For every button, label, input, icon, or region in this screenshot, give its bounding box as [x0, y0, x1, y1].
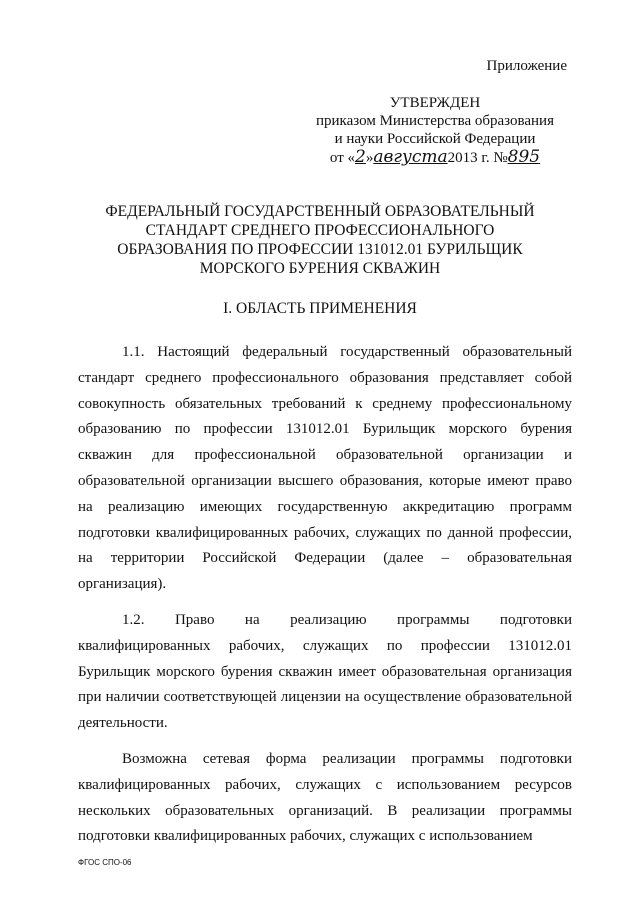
appendix-label: Приложение [486, 58, 567, 74]
handwritten-day: 2 [355, 147, 366, 167]
document-title: ФЕДЕРАЛЬНЫЙ ГОСУДАРСТВЕННЫЙ ОБРАЗОВАТЕЛЬНЫЙ СТАНДАРТ СРЕДНЕГО ПРОФЕССИОНАЛЬНОГО ОБРАЗОВАНИЯ ПО ПРОФЕССИИ 131012.01 БУРИЛЬЩИК МОРСКОГО БУРЕНИЯ СКВАЖИН [105, 203, 535, 277]
approved-label: УТВЕРЖДЕН [389, 95, 481, 111]
order-date [300, 148, 570, 167]
section-heading: I. ОБЛАСТЬ ПРИМЕНЕНИЯ [223, 300, 417, 317]
handwritten-number: 895 [507, 147, 541, 167]
year-text: 2013 г. № [447, 150, 508, 166]
date-prefix: от « [329, 150, 356, 166]
ministry-line: и науки Российской Федерации [334, 131, 536, 147]
body-text [78, 340, 572, 850]
footer-code: ФГОС СПО-06 [78, 858, 132, 867]
paragraph-network-form: Возможна сетевая форма реализации программы подготовки квалифицированных рабочих, служащих с использованием ресурсов нескольких образовательных организаций. В реализации программы подготовки квалифицированных рабочих, служащих с использованием [78, 750, 572, 845]
order-line: приказом Министерства образования [316, 113, 554, 129]
approval-block [300, 94, 570, 167]
paragraph-1-2: 1.2. Право на реализацию программы подготовки квалифицированных рабочих, служащих по профессии 131012.01 Бурильщик морского бурения скважин имеет образовательная организация при наличии соответствующей лицензии на осуществление образовательной деятельности. [78, 611, 572, 732]
paragraph-1-1: 1.1. Настоящий федеральный государственный образовательный стандарт среднего профессионального образования представляет собой совокупность обязательных требований к среднему профессиональному образованию по профессии 131012.01 Бурильщик морского бурения скважин для профессиональной образовательной организации и образовательной организации высшего образования, которые имеют право на реализацию имеющих государственную аккредитацию программ подготовки квалифицированных рабочих, служащих по данной профессии, на территории Российской Федерации (далее – образовательная организация). [78, 344, 572, 593]
handwritten-month: августа [373, 147, 448, 167]
date-mid: » [365, 150, 374, 166]
